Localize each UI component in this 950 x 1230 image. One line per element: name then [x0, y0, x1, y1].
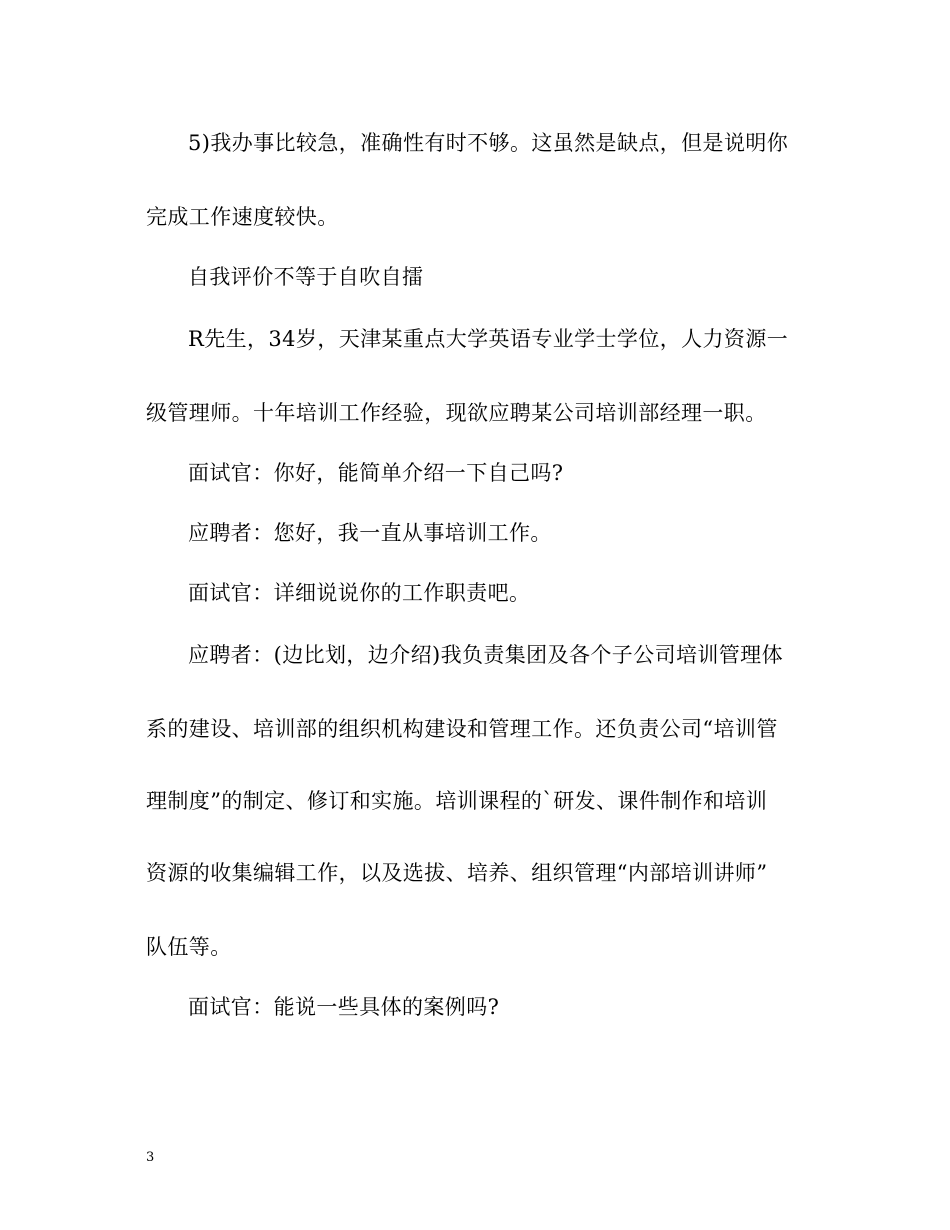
paragraph-line: 级管理师。十年培训工作经验，现欲应聘某公司培训部经理一职。 — [146, 401, 767, 425]
paragraph-line: R先生，34岁，天津某重点大学英语专业学士学位，人力资源一 — [188, 327, 789, 351]
paragraph-line: 资源的收集编辑工作，以及选拔、培养、组织管理“内部培训讲师” — [146, 861, 768, 885]
dialogue-line: 面试官：能说一些具体的案例吗? — [188, 995, 500, 1019]
paragraph-line: 队伍等。 — [146, 935, 232, 959]
dialogue-line: 面试官：你好，能简单介绍一下自己吗? — [188, 461, 564, 485]
dialogue-line: 应聘者：您好，我一直从事培训工作。 — [188, 521, 552, 545]
paragraph-line: 系的建设、培训部的组织机构建设和管理工作。还负责公司“培训管 — [146, 717, 778, 741]
section-heading: 自我评价不等于自吹自擂 — [188, 265, 424, 289]
page-number: 3 — [146, 1150, 155, 1165]
dialogue-line: 应聘者：(边比划，边介绍)我负责集团及各个子公司培训管理体 — [188, 643, 783, 667]
dialogue-line: 面试官：详细说说你的工作职责吧。 — [188, 581, 531, 605]
paragraph-line: 完成工作速度较快。 — [146, 205, 339, 229]
paragraph-line: 理制度”的制定、修订和实施。培训课程的`研发、课件制作和培训 — [146, 789, 768, 813]
paragraph-line: 5)我办事比较急，准确性有时不够。这虽然是缺点，但是说明你 — [188, 131, 789, 155]
